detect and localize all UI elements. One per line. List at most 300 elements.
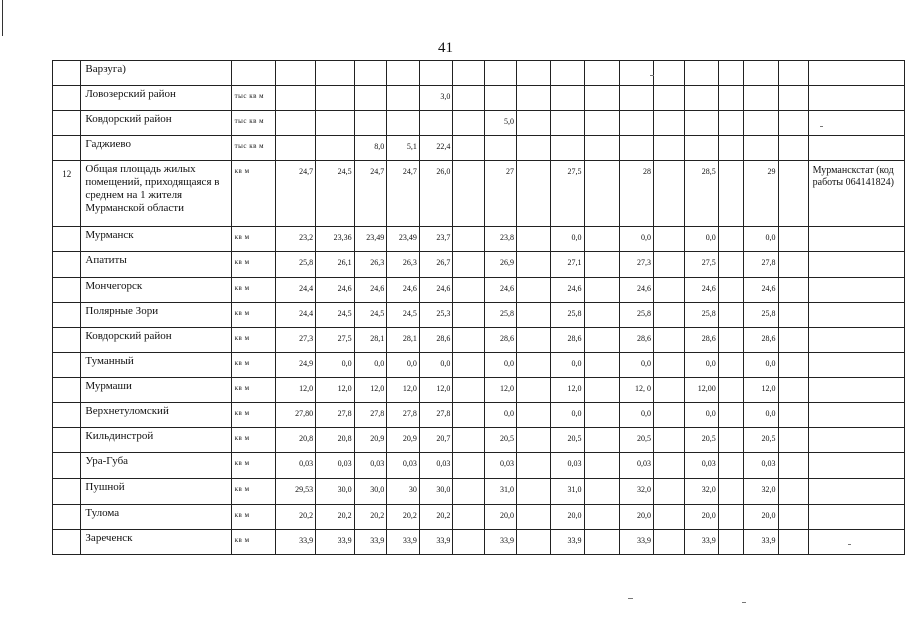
indicator-name-cell: Зареченск <box>81 530 231 555</box>
table-row <box>53 111 905 136</box>
indicator-name-cell: Мурманск <box>81 227 231 252</box>
value-cell <box>718 161 743 227</box>
value-cell: 24,4 <box>275 278 315 303</box>
value-cell <box>778 328 808 353</box>
value-cell <box>619 136 653 161</box>
value-cell <box>517 453 551 479</box>
value-cell <box>584 530 619 555</box>
value-cell <box>584 328 619 353</box>
value-cell: 20,0 <box>551 505 584 530</box>
value-cell: 0,0 <box>685 353 719 378</box>
value-cell <box>778 161 808 227</box>
value-cell <box>584 278 619 303</box>
value-cell <box>453 530 485 555</box>
unit-cell <box>231 61 275 86</box>
value-cell <box>453 378 485 403</box>
value-cell <box>517 136 551 161</box>
value-cell: 27,8 <box>387 403 420 428</box>
value-cell: 27,3 <box>275 328 315 353</box>
table-row <box>53 61 905 86</box>
unit-cell: кв м <box>231 161 275 227</box>
indicator-name-cell: Апатиты <box>81 252 231 278</box>
value-cell <box>654 161 685 227</box>
value-cell <box>778 303 808 328</box>
value-cell <box>718 136 743 161</box>
value-cell <box>517 505 551 530</box>
value-cell <box>654 303 685 328</box>
value-cell <box>419 111 452 136</box>
value-cell <box>275 86 315 111</box>
value-cell: 28,1 <box>354 328 387 353</box>
value-cell <box>778 252 808 278</box>
value-cell: 24,6 <box>419 278 452 303</box>
value-cell <box>718 227 743 252</box>
value-cell <box>551 61 584 86</box>
value-cell <box>354 86 387 111</box>
value-cell: 27,80 <box>275 403 315 428</box>
value-cell <box>654 453 685 479</box>
value-cell: 24,4 <box>275 303 315 328</box>
scan-speck <box>742 602 746 603</box>
table-row <box>53 86 905 111</box>
value-cell: 24,6 <box>619 278 653 303</box>
row-number-cell <box>53 227 81 252</box>
value-cell <box>453 328 485 353</box>
value-cell <box>718 353 743 378</box>
value-cell <box>584 453 619 479</box>
value-cell <box>778 86 808 111</box>
value-cell: 24,6 <box>316 278 354 303</box>
value-cell <box>517 161 551 227</box>
value-cell <box>685 136 719 161</box>
value-cell: 12,0 <box>419 378 452 403</box>
table-row <box>53 252 905 278</box>
value-cell <box>718 278 743 303</box>
value-cell: 0,03 <box>619 453 653 479</box>
value-cell <box>778 111 808 136</box>
row-number-cell <box>53 111 81 136</box>
value-cell: 24,6 <box>485 278 517 303</box>
source-cell <box>808 303 904 328</box>
value-cell <box>584 378 619 403</box>
value-cell: 20,2 <box>354 505 387 530</box>
value-cell <box>718 111 743 136</box>
table-row <box>53 136 905 161</box>
value-cell: 0,0 <box>316 353 354 378</box>
source-cell <box>808 86 904 111</box>
value-cell: 20,0 <box>685 505 719 530</box>
value-cell <box>685 61 719 86</box>
value-cell <box>584 303 619 328</box>
value-cell <box>354 61 387 86</box>
table-row <box>53 428 905 453</box>
value-cell: 12,0 <box>744 378 778 403</box>
value-cell: 23,7 <box>419 227 452 252</box>
value-cell: 24,5 <box>387 303 420 328</box>
value-cell <box>778 479 808 505</box>
value-cell: 23,49 <box>387 227 420 252</box>
value-cell <box>517 353 551 378</box>
value-cell: 28,6 <box>685 328 719 353</box>
value-cell: 20,2 <box>316 505 354 530</box>
value-cell: 0,0 <box>619 353 653 378</box>
indicator-name-cell: Кильдинстрой <box>81 428 231 453</box>
value-cell <box>453 353 485 378</box>
value-cell <box>744 61 778 86</box>
value-cell: 25,8 <box>744 303 778 328</box>
row-number-cell: 12 <box>53 161 81 227</box>
value-cell: 28,6 <box>551 328 584 353</box>
value-cell <box>453 252 485 278</box>
value-cell <box>517 86 551 111</box>
unit-cell: кв м <box>231 453 275 479</box>
value-cell: 26,0 <box>419 161 452 227</box>
scan-speck <box>820 126 823 127</box>
value-cell <box>744 86 778 111</box>
value-cell: 23,2 <box>275 227 315 252</box>
value-cell: 12,0 <box>551 378 584 403</box>
row-number-cell <box>53 328 81 353</box>
value-cell: 24,6 <box>387 278 420 303</box>
value-cell <box>453 136 485 161</box>
value-cell <box>654 136 685 161</box>
unit-cell: тыс кв м <box>231 86 275 111</box>
value-cell: 33,9 <box>551 530 584 555</box>
value-cell <box>778 403 808 428</box>
value-cell <box>778 530 808 555</box>
value-cell <box>453 403 485 428</box>
value-cell: 31,0 <box>485 479 517 505</box>
table-row <box>53 378 905 403</box>
value-cell <box>584 403 619 428</box>
value-cell <box>517 479 551 505</box>
value-cell: 24,6 <box>744 278 778 303</box>
indicator-name-cell: Мурмаши <box>81 378 231 403</box>
value-cell <box>517 428 551 453</box>
value-cell: 30,0 <box>354 479 387 505</box>
value-cell <box>654 86 685 111</box>
value-cell: 24,7 <box>354 161 387 227</box>
value-cell: 20,5 <box>744 428 778 453</box>
value-cell: 0,0 <box>354 353 387 378</box>
value-cell: 0,0 <box>685 227 719 252</box>
value-cell: 0,03 <box>419 453 452 479</box>
unit-cell: кв м <box>231 328 275 353</box>
value-cell: 23,49 <box>354 227 387 252</box>
value-cell <box>778 428 808 453</box>
value-cell <box>584 227 619 252</box>
table-row <box>53 479 905 505</box>
value-cell <box>654 353 685 378</box>
value-cell: 20,2 <box>387 505 420 530</box>
value-cell: 25,8 <box>619 303 653 328</box>
value-cell: 29 <box>744 161 778 227</box>
value-cell: 12,0 <box>354 378 387 403</box>
value-cell: 24,7 <box>275 161 315 227</box>
value-cell <box>275 136 315 161</box>
scan-speck <box>848 544 851 545</box>
value-cell: 26,1 <box>316 252 354 278</box>
value-cell <box>778 278 808 303</box>
indicator-name-cell: Общая площадь жилых помещений, приходящаяся в среднем на 1 жителя Мурманской области <box>81 161 231 227</box>
value-cell <box>778 136 808 161</box>
value-cell: 0,0 <box>619 403 653 428</box>
value-cell <box>316 86 354 111</box>
value-cell <box>316 111 354 136</box>
value-cell: 27,8 <box>316 403 354 428</box>
value-cell <box>654 328 685 353</box>
value-cell <box>485 61 517 86</box>
table-row <box>53 278 905 303</box>
source-cell <box>808 111 904 136</box>
row-number-cell <box>53 303 81 328</box>
value-cell <box>619 86 653 111</box>
value-cell: 33,9 <box>354 530 387 555</box>
value-cell: 33,9 <box>387 530 420 555</box>
page-number: 41 <box>438 40 453 56</box>
indicators-table <box>52 60 905 555</box>
value-cell: 12,0 <box>316 378 354 403</box>
value-cell <box>584 61 619 86</box>
value-cell: 28,6 <box>744 328 778 353</box>
value-cell <box>517 328 551 353</box>
value-cell: 27,5 <box>316 328 354 353</box>
value-cell <box>453 505 485 530</box>
value-cell: 0,0 <box>619 227 653 252</box>
value-cell: 24,6 <box>354 278 387 303</box>
table-row <box>53 303 905 328</box>
value-cell: 32,0 <box>619 479 653 505</box>
value-cell: 0,03 <box>744 453 778 479</box>
value-cell: 20,8 <box>316 428 354 453</box>
value-cell: 27,8 <box>354 403 387 428</box>
value-cell <box>584 252 619 278</box>
value-cell: 20,5 <box>685 428 719 453</box>
value-cell: 27,5 <box>551 161 584 227</box>
value-cell: 33,9 <box>419 530 452 555</box>
value-cell: 23,36 <box>316 227 354 252</box>
table-row <box>53 453 905 479</box>
value-cell <box>453 278 485 303</box>
value-cell <box>419 61 452 86</box>
indicator-name-cell: Туманный <box>81 353 231 378</box>
unit-cell: кв м <box>231 303 275 328</box>
value-cell: 27,8 <box>744 252 778 278</box>
value-cell <box>718 378 743 403</box>
row-number-cell <box>53 530 81 555</box>
value-cell: 0,03 <box>354 453 387 479</box>
value-cell <box>654 505 685 530</box>
unit-cell: кв м <box>231 252 275 278</box>
value-cell <box>654 61 685 86</box>
indicator-name-cell: Гаджиево <box>81 136 231 161</box>
source-cell <box>808 505 904 530</box>
table-row <box>53 227 905 252</box>
value-cell: 0,0 <box>744 353 778 378</box>
value-cell <box>718 479 743 505</box>
table-row <box>53 353 905 378</box>
value-cell: 26,3 <box>354 252 387 278</box>
indicator-name-cell: Верхнетуломский <box>81 403 231 428</box>
unit-cell: кв м <box>231 530 275 555</box>
value-cell <box>584 428 619 453</box>
value-cell <box>485 136 517 161</box>
value-cell <box>517 530 551 555</box>
value-cell: 24,6 <box>685 278 719 303</box>
table-row <box>53 530 905 555</box>
value-cell <box>551 86 584 111</box>
row-number-cell <box>53 278 81 303</box>
value-cell <box>654 252 685 278</box>
value-cell <box>718 530 743 555</box>
value-cell: 12,00 <box>685 378 719 403</box>
value-cell: 20,7 <box>419 428 452 453</box>
value-cell: 20,5 <box>485 428 517 453</box>
value-cell <box>718 505 743 530</box>
source-cell <box>808 278 904 303</box>
value-cell <box>619 61 653 86</box>
value-cell <box>778 378 808 403</box>
value-cell <box>718 61 743 86</box>
table-row <box>53 161 905 227</box>
value-cell <box>517 111 551 136</box>
unit-cell: кв м <box>231 353 275 378</box>
table-row <box>53 328 905 353</box>
indicator-name-cell: Варзуга) <box>81 61 231 86</box>
value-cell <box>685 86 719 111</box>
value-cell <box>453 86 485 111</box>
value-cell: 0,03 <box>275 453 315 479</box>
value-cell <box>718 303 743 328</box>
value-cell: 28,6 <box>419 328 452 353</box>
source-cell <box>808 136 904 161</box>
value-cell <box>654 403 685 428</box>
row-number-cell <box>53 252 81 278</box>
unit-cell: тыс кв м <box>231 136 275 161</box>
value-cell: 29,53 <box>275 479 315 505</box>
indicator-name-cell: Мончегорск <box>81 278 231 303</box>
value-cell: 20,0 <box>744 505 778 530</box>
value-cell: 25,8 <box>685 303 719 328</box>
table-row <box>53 505 905 530</box>
value-cell: 0,0 <box>551 353 584 378</box>
value-cell <box>387 86 420 111</box>
value-cell: 30,0 <box>419 479 452 505</box>
value-cell: 20,2 <box>275 505 315 530</box>
value-cell: 0,0 <box>685 403 719 428</box>
value-cell <box>453 453 485 479</box>
value-cell: 25,8 <box>485 303 517 328</box>
source-cell <box>808 530 904 555</box>
value-cell: 0,0 <box>419 353 452 378</box>
value-cell <box>387 61 420 86</box>
value-cell: 0,0 <box>387 353 420 378</box>
scan-edge-mark <box>2 0 3 36</box>
value-cell: 26,9 <box>485 252 517 278</box>
value-cell: 0,03 <box>685 453 719 479</box>
unit-cell: кв м <box>231 505 275 530</box>
indicator-name-cell: Полярные Зори <box>81 303 231 328</box>
source-cell <box>808 453 904 479</box>
value-cell: 24,5 <box>354 303 387 328</box>
row-number-cell <box>53 479 81 505</box>
value-cell: 12,0 <box>387 378 420 403</box>
value-cell <box>275 111 315 136</box>
table-row <box>53 403 905 428</box>
value-cell <box>718 328 743 353</box>
value-cell: 20,0 <box>619 505 653 530</box>
value-cell: 0,03 <box>387 453 420 479</box>
unit-cell: кв м <box>231 403 275 428</box>
value-cell: 26,3 <box>387 252 420 278</box>
value-cell: 28,1 <box>387 328 420 353</box>
value-cell: 30 <box>387 479 420 505</box>
value-cell <box>387 111 420 136</box>
value-cell <box>584 136 619 161</box>
source-cell: Мурманскстат (код работы 064141824) <box>808 161 904 227</box>
value-cell: 33,9 <box>485 530 517 555</box>
value-cell: 20,2 <box>419 505 452 530</box>
value-cell: 23,8 <box>485 227 517 252</box>
value-cell <box>517 278 551 303</box>
indicator-name-cell: Ковдорский район <box>81 111 231 136</box>
indicator-name-cell: Ура-Губа <box>81 453 231 479</box>
source-cell <box>808 428 904 453</box>
value-cell <box>453 303 485 328</box>
source-cell <box>808 227 904 252</box>
value-cell: 0,0 <box>485 353 517 378</box>
value-cell <box>619 111 653 136</box>
value-cell <box>654 530 685 555</box>
value-cell: 20,0 <box>485 505 517 530</box>
value-cell: 0,03 <box>316 453 354 479</box>
value-cell: 0,03 <box>485 453 517 479</box>
value-cell <box>453 479 485 505</box>
source-cell <box>808 61 904 86</box>
value-cell: 3,0 <box>419 86 452 111</box>
row-number-cell <box>53 453 81 479</box>
value-cell: 12,0 <box>485 378 517 403</box>
value-cell <box>275 61 315 86</box>
value-cell <box>354 111 387 136</box>
value-cell <box>718 428 743 453</box>
value-cell: 24,9 <box>275 353 315 378</box>
row-number-cell <box>53 136 81 161</box>
value-cell: 0,0 <box>744 227 778 252</box>
unit-cell: кв м <box>231 278 275 303</box>
value-cell: 32,0 <box>744 479 778 505</box>
value-cell: 22,4 <box>419 136 452 161</box>
value-cell <box>584 111 619 136</box>
value-cell <box>654 378 685 403</box>
value-cell: 20,5 <box>619 428 653 453</box>
value-cell <box>517 403 551 428</box>
source-cell <box>808 353 904 378</box>
row-number-cell <box>53 353 81 378</box>
value-cell: 5,1 <box>387 136 420 161</box>
indicator-name-cell: Ковдорский район <box>81 328 231 353</box>
value-cell: 27,1 <box>551 252 584 278</box>
value-cell: 28,5 <box>685 161 719 227</box>
source-cell <box>808 328 904 353</box>
value-cell <box>453 227 485 252</box>
value-cell: 24,5 <box>316 303 354 328</box>
value-cell <box>517 252 551 278</box>
scan-speck <box>628 598 633 599</box>
value-cell: 33,9 <box>619 530 653 555</box>
value-cell: 28,6 <box>619 328 653 353</box>
row-number-cell <box>53 428 81 453</box>
